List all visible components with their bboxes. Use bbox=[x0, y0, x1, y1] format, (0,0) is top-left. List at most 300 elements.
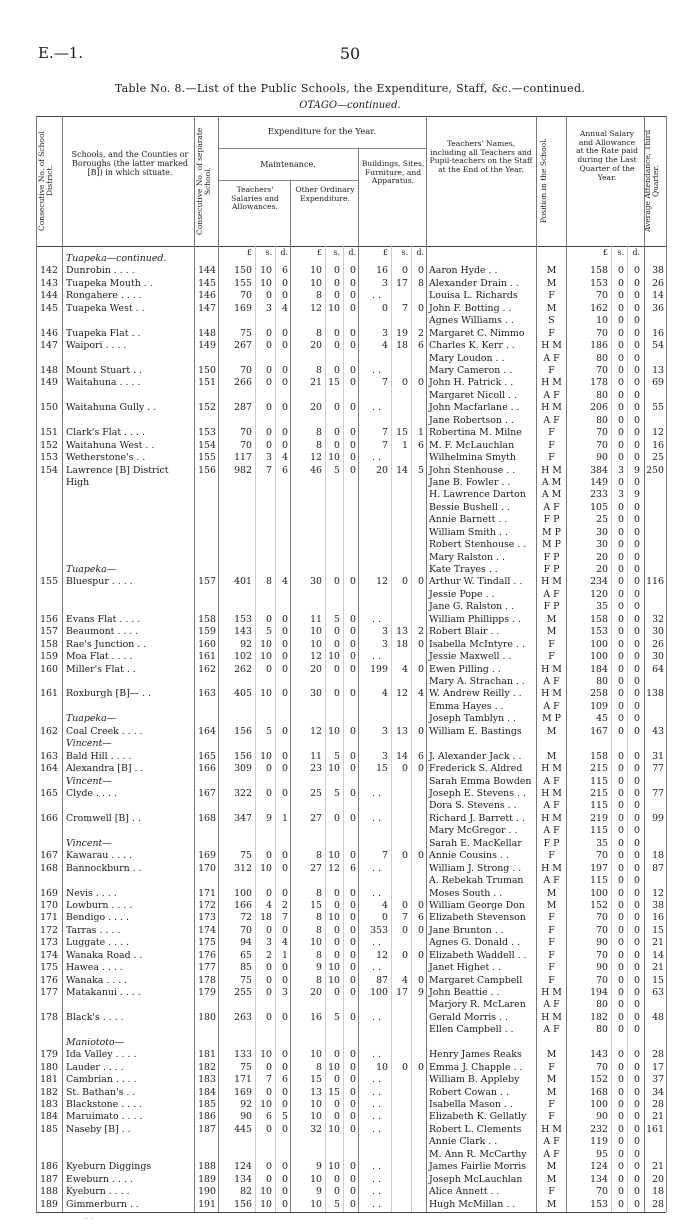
school-number: 168 bbox=[198, 812, 216, 824]
column-rule bbox=[426, 116, 427, 1212]
school-name: Clyde . . . . bbox=[66, 787, 117, 799]
oth-pence: 0 bbox=[350, 364, 356, 376]
sal-shillings: 10 bbox=[260, 1198, 272, 1210]
district-number: 165 bbox=[40, 787, 58, 799]
ann-shillings: 0 bbox=[618, 265, 624, 277]
teacher-position: A F bbox=[543, 676, 560, 687]
district-number: 189 bbox=[40, 1198, 58, 1210]
bld-pounds: 4 bbox=[382, 899, 388, 911]
district-number: 177 bbox=[40, 987, 58, 999]
oth-pence: 0 bbox=[350, 464, 356, 476]
empty-value: . . bbox=[372, 402, 381, 414]
oth-pence: 0 bbox=[350, 651, 356, 663]
lsd-heading: d. bbox=[416, 248, 424, 257]
sal-pounds: 134 bbox=[234, 1173, 252, 1185]
ann-pence: 0 bbox=[634, 1061, 640, 1073]
average-attendance: 18 bbox=[652, 850, 664, 862]
ann-shillings: 0 bbox=[618, 539, 624, 551]
empty-value: . . bbox=[372, 812, 381, 824]
ann-shillings: 0 bbox=[618, 663, 624, 675]
oth-shillings: 0 bbox=[334, 1173, 340, 1185]
bld-pence: 0 bbox=[418, 663, 424, 675]
sal-pounds: 405 bbox=[234, 688, 252, 700]
school-number: 156 bbox=[198, 464, 216, 476]
oth-pence: 0 bbox=[350, 750, 356, 762]
ann-shillings: 0 bbox=[618, 315, 624, 327]
lsd-heading: s. bbox=[333, 248, 340, 257]
oth-pence: 0 bbox=[350, 1074, 356, 1086]
school-number: 172 bbox=[198, 899, 216, 911]
teacher-name: Mary Loudon . . bbox=[429, 352, 505, 364]
ann-shillings: 0 bbox=[618, 476, 624, 488]
ann-shillings: 0 bbox=[618, 912, 624, 924]
sal-pounds: 85 bbox=[240, 962, 252, 974]
sal-pence: 0 bbox=[282, 663, 288, 675]
teacher-name: Mary A. Strachan . . bbox=[429, 676, 525, 687]
teacher-name: Jane B. Fowler . . bbox=[429, 476, 511, 488]
oth-pence: 0 bbox=[350, 1186, 356, 1198]
teacher-name: Isabella Mason . . bbox=[429, 1099, 513, 1111]
oth-pounds: 9 bbox=[316, 1161, 322, 1173]
school-name: Tarras . . . . bbox=[66, 924, 121, 936]
school-name: Rongahere . . . . bbox=[66, 290, 142, 302]
ann-shillings: 0 bbox=[618, 924, 624, 936]
teacher-name: Jane Brunton . . bbox=[429, 924, 504, 936]
ann-pence: 9 bbox=[634, 489, 640, 501]
teacher-position: F bbox=[548, 290, 555, 302]
school-name: Eweburn . . . . bbox=[66, 1173, 133, 1185]
school-name: Naseby [B] . . bbox=[66, 1123, 131, 1135]
sal-pence: 0 bbox=[282, 1186, 288, 1198]
teacher-position: F bbox=[548, 651, 555, 663]
ann-shillings: 0 bbox=[618, 651, 624, 663]
district-number: 153 bbox=[40, 452, 58, 464]
header-position: Position in the School. bbox=[539, 138, 548, 224]
sal-pounds: 287 bbox=[234, 402, 252, 414]
ann-shillings: 0 bbox=[618, 937, 624, 949]
ann-pounds: 115 bbox=[590, 875, 608, 887]
teacher-position: M P bbox=[542, 713, 561, 725]
teacher-name: Wilhelmina Smyth bbox=[429, 452, 516, 464]
sal-shillings: 10 bbox=[260, 688, 272, 700]
ann-shillings: 0 bbox=[618, 389, 624, 401]
oth-shillings: 10 bbox=[328, 1061, 340, 1073]
sal-pounds: 124 bbox=[234, 1161, 252, 1173]
bld-pence: 6 bbox=[418, 439, 424, 451]
ann-pence: 0 bbox=[634, 526, 640, 538]
district-number: 155 bbox=[40, 576, 58, 588]
sal-pounds: 70 bbox=[240, 290, 252, 302]
bld-shillings: 7 bbox=[402, 912, 408, 924]
teacher-position: F bbox=[548, 1099, 555, 1111]
scan-mark: ·· · bbox=[84, 1215, 93, 1223]
oth-shillings: 0 bbox=[334, 364, 340, 376]
ann-shillings: 0 bbox=[618, 999, 624, 1011]
sal-pounds: 401 bbox=[234, 576, 252, 588]
school-name: Tuapeka— bbox=[66, 564, 117, 576]
teacher-name: John F. Botting . . bbox=[429, 302, 512, 314]
sal-pounds: 92 bbox=[240, 638, 252, 650]
oth-pence: 0 bbox=[350, 763, 356, 775]
oth-shillings: 0 bbox=[334, 987, 340, 999]
average-attendance: 64 bbox=[652, 663, 664, 675]
average-attendance: 28 bbox=[652, 1198, 664, 1210]
lsd-heading: £ bbox=[602, 248, 608, 257]
teacher-name: Richard J. Barrett . . bbox=[429, 812, 525, 824]
ann-pence: 0 bbox=[634, 601, 640, 613]
teacher-position: H M bbox=[541, 402, 562, 414]
teacher-name: Annie Clark . . bbox=[429, 1136, 498, 1148]
sal-shillings: 2 bbox=[266, 949, 272, 961]
oth-shillings: 0 bbox=[334, 638, 340, 650]
teacher-name: Dora S. Stevens . . bbox=[429, 800, 517, 812]
teacher-position: M bbox=[546, 1049, 557, 1061]
school-name: Matakanui . . . . bbox=[66, 987, 141, 999]
ann-pence: 0 bbox=[634, 277, 640, 289]
ann-shillings: 0 bbox=[618, 1061, 624, 1073]
school-number: 173 bbox=[198, 912, 216, 924]
oth-pence: 0 bbox=[350, 576, 356, 588]
header-annual: Annual Salary and Allowance at the Rate paid during the Last Quarter of the Year. bbox=[576, 129, 638, 182]
sal-shillings: 9 bbox=[266, 812, 272, 824]
ann-shillings: 0 bbox=[618, 688, 624, 700]
school-number: 147 bbox=[198, 302, 216, 314]
ann-shillings: 0 bbox=[618, 899, 624, 911]
bld-pence: 0 bbox=[418, 1061, 424, 1073]
ann-shillings: 0 bbox=[618, 1111, 624, 1123]
sal-shillings: 0 bbox=[266, 987, 272, 999]
oth-pence: 0 bbox=[350, 937, 356, 949]
oth-pence: 0 bbox=[350, 302, 356, 314]
empty-value: . . bbox=[372, 962, 381, 974]
sal-pounds: 255 bbox=[234, 987, 252, 999]
column-rule bbox=[62, 116, 63, 1212]
teacher-name: Sarah E. MacKellar bbox=[429, 837, 522, 849]
teacher-position: F P bbox=[543, 514, 560, 526]
bld-pence: 1 bbox=[418, 427, 424, 439]
oth-shillings: 10 bbox=[328, 974, 340, 986]
ann-pence: 0 bbox=[634, 427, 640, 439]
oth-pounds: 10 bbox=[310, 277, 322, 289]
teacher-position: A F bbox=[543, 501, 560, 513]
ann-shillings: 0 bbox=[618, 949, 624, 961]
bld-pounds: 199 bbox=[370, 663, 388, 675]
district-number: 163 bbox=[40, 750, 58, 762]
district-number: 152 bbox=[40, 439, 58, 451]
ann-pounds: 45 bbox=[596, 713, 608, 725]
ann-pence: 0 bbox=[634, 1099, 640, 1111]
school-number: 189 bbox=[198, 1173, 216, 1185]
teacher-position: M bbox=[546, 302, 557, 314]
bld-shillings: 18 bbox=[396, 340, 408, 352]
sal-pence: 3 bbox=[282, 987, 288, 999]
oth-pounds: 46 bbox=[310, 464, 322, 476]
bld-pence: 2 bbox=[418, 327, 424, 339]
ann-shillings: 0 bbox=[618, 302, 624, 314]
bld-pounds: 3 bbox=[382, 638, 388, 650]
teacher-name: A. Rebekah Truman bbox=[429, 875, 524, 887]
ann-pounds: 168 bbox=[590, 1086, 608, 1098]
teacher-name: Kate Trayes . . bbox=[429, 564, 498, 576]
sal-pounds: 156 bbox=[234, 750, 252, 762]
ann-pence: 0 bbox=[634, 937, 640, 949]
ann-pounds: 20 bbox=[596, 551, 608, 563]
sal-pence: 0 bbox=[282, 327, 288, 339]
ann-pounds: 109 bbox=[590, 700, 608, 712]
average-attendance: 26 bbox=[652, 277, 664, 289]
sal-shillings: 0 bbox=[266, 924, 272, 936]
school-number: 160 bbox=[198, 638, 216, 650]
ann-pence: 0 bbox=[634, 514, 640, 526]
ann-shillings: 0 bbox=[618, 514, 624, 526]
sal-shillings: 0 bbox=[266, 364, 272, 376]
oth-pence: 0 bbox=[350, 1061, 356, 1073]
oth-shillings: 0 bbox=[334, 290, 340, 302]
sal-shillings: 0 bbox=[266, 340, 272, 352]
header-salaries: Teachers' Salaries and Allowances. bbox=[231, 185, 279, 212]
bld-pounds: 12 bbox=[376, 576, 388, 588]
oth-pounds: 10 bbox=[310, 265, 322, 277]
teacher-position: H M bbox=[541, 787, 562, 799]
school-number: 184 bbox=[198, 1086, 216, 1098]
page-number: 50 bbox=[339, 44, 361, 63]
ann-shillings: 0 bbox=[618, 1074, 624, 1086]
ann-pence: 0 bbox=[634, 787, 640, 799]
ann-pence: 0 bbox=[634, 725, 640, 737]
oth-shillings: 10 bbox=[328, 850, 340, 862]
ann-pounds: 384 bbox=[590, 464, 608, 476]
sal-pounds: 263 bbox=[234, 1011, 252, 1023]
sal-pence: 6 bbox=[282, 464, 288, 476]
school-name: Rae's Junction . . bbox=[66, 638, 147, 650]
oth-pounds: 20 bbox=[310, 402, 322, 414]
sal-pounds: 982 bbox=[234, 464, 252, 476]
oth-pounds: 10 bbox=[310, 1049, 322, 1061]
teacher-position: H M bbox=[541, 812, 562, 824]
teacher-name: Emma Hayes . . bbox=[429, 700, 504, 712]
oth-pence: 0 bbox=[350, 626, 356, 638]
ann-pence: 0 bbox=[634, 638, 640, 650]
sal-pence: 1 bbox=[282, 949, 288, 961]
oth-pounds: 30 bbox=[310, 688, 322, 700]
lsd-heading: s. bbox=[617, 248, 624, 257]
ann-pence: 0 bbox=[634, 1186, 640, 1198]
average-attendance: 16 bbox=[652, 439, 664, 451]
oth-pounds: 32 bbox=[310, 1123, 322, 1135]
sal-pence: 0 bbox=[282, 1198, 288, 1210]
school-number: 155 bbox=[198, 452, 216, 464]
oth-pence: 0 bbox=[350, 688, 356, 700]
oth-pence: 0 bbox=[350, 290, 356, 302]
district-number: 187 bbox=[40, 1173, 58, 1185]
ann-pence: 0 bbox=[634, 501, 640, 513]
average-attendance: 99 bbox=[652, 812, 664, 824]
district-number: 181 bbox=[40, 1074, 58, 1086]
school-name: Vincent— bbox=[66, 837, 112, 849]
bld-pounds: 16 bbox=[376, 265, 388, 277]
teacher-position: H M bbox=[541, 663, 562, 675]
bld-pounds: 7 bbox=[382, 850, 388, 862]
school-name: Luggate . . . . bbox=[66, 937, 130, 949]
ann-shillings: 0 bbox=[618, 601, 624, 613]
ann-shillings: 0 bbox=[618, 576, 624, 588]
header-schools: Schools, and the Counties or Boroughs (the latter marked [B]) in which situate. bbox=[71, 150, 189, 178]
teacher-position: H M bbox=[541, 377, 562, 389]
sal-pounds: 72 bbox=[240, 912, 252, 924]
teacher-position: M P bbox=[542, 539, 561, 551]
bld-shillings: 12 bbox=[396, 688, 408, 700]
teacher-name: Robertina M. Milne bbox=[429, 427, 522, 439]
average-attendance: 38 bbox=[652, 899, 664, 911]
teacher-position: F bbox=[548, 974, 555, 986]
oth-pounds: 10 bbox=[310, 1173, 322, 1185]
teacher-position: A F bbox=[543, 1136, 560, 1148]
empty-value: . . bbox=[372, 1173, 381, 1185]
average-attendance: 17 bbox=[652, 1061, 664, 1073]
district-number: 162 bbox=[40, 725, 58, 737]
teacher-position: H M bbox=[541, 1011, 562, 1023]
school-name: Lawrence [B] District bbox=[66, 464, 169, 476]
ann-pence: 0 bbox=[634, 352, 640, 364]
sal-shillings: 0 bbox=[266, 787, 272, 799]
sal-shillings: 0 bbox=[266, 763, 272, 775]
ann-shillings: 0 bbox=[618, 763, 624, 775]
oth-pence: 0 bbox=[350, 924, 356, 936]
teacher-name: Annie Cousins . . bbox=[429, 850, 509, 862]
ann-pence: 0 bbox=[634, 1148, 640, 1160]
teacher-name: Robert Blair . . bbox=[429, 626, 500, 638]
oth-pence: 0 bbox=[350, 1198, 356, 1210]
bld-pounds: 3 bbox=[382, 277, 388, 289]
teacher-name: Margaret C. Nimmo bbox=[429, 327, 525, 339]
teacher-name: Jessie Pope . . bbox=[429, 588, 495, 600]
bld-shillings: 0 bbox=[402, 850, 408, 862]
school-name: Cromwell [B] . . bbox=[66, 812, 141, 824]
teacher-name: Arthur W. Tindall . . bbox=[429, 576, 523, 588]
school-name: Waitahuna Gully . . bbox=[66, 402, 157, 414]
ann-shillings: 0 bbox=[618, 501, 624, 513]
ann-pounds: 152 bbox=[590, 1074, 608, 1086]
average-attendance: 87 bbox=[652, 862, 664, 874]
page-header-left: E.—1. bbox=[38, 44, 84, 62]
ann-pounds: 90 bbox=[596, 937, 608, 949]
average-attendance: 16 bbox=[652, 912, 664, 924]
ann-pounds: 115 bbox=[590, 825, 608, 837]
sal-pence: 0 bbox=[282, 1173, 288, 1185]
oth-pounds: 23 bbox=[310, 763, 322, 775]
sal-pence: 0 bbox=[282, 850, 288, 862]
teacher-name: Agnes Williams . . bbox=[429, 315, 514, 327]
average-attendance: 14 bbox=[652, 290, 664, 302]
oth-pounds: 8 bbox=[316, 949, 322, 961]
ann-pence: 0 bbox=[634, 899, 640, 911]
oth-pence: 0 bbox=[350, 787, 356, 799]
oth-pounds: 16 bbox=[310, 1011, 322, 1023]
bld-pounds: 87 bbox=[376, 974, 388, 986]
teacher-position: F bbox=[548, 1111, 555, 1123]
ann-pounds: 206 bbox=[590, 402, 608, 414]
bld-shillings: 13 bbox=[396, 725, 408, 737]
average-attendance: 26 bbox=[652, 638, 664, 650]
ann-pounds: 186 bbox=[590, 340, 608, 352]
school-name: Waitahuna . . . . bbox=[66, 377, 141, 389]
sal-pounds: 156 bbox=[234, 1198, 252, 1210]
ann-pounds: 124 bbox=[590, 1161, 608, 1173]
oth-shillings: 0 bbox=[334, 265, 340, 277]
oth-pence: 0 bbox=[350, 613, 356, 625]
sal-shillings: 10 bbox=[260, 638, 272, 650]
ann-pounds: 182 bbox=[590, 1011, 608, 1023]
teacher-name: Robert Stenhouse . . bbox=[429, 539, 527, 551]
sal-pence: 0 bbox=[282, 1011, 288, 1023]
bld-pounds: 12 bbox=[376, 949, 388, 961]
ann-pounds: 153 bbox=[590, 626, 608, 638]
ann-pounds: 153 bbox=[590, 277, 608, 289]
oth-pounds: 25 bbox=[310, 787, 322, 799]
ann-shillings: 0 bbox=[618, 327, 624, 339]
school-number: 150 bbox=[198, 364, 216, 376]
school-name: Lauder . . . . bbox=[66, 1061, 124, 1073]
oth-shillings: 0 bbox=[334, 340, 340, 352]
teacher-position: H M bbox=[541, 688, 562, 700]
school-name: Bald Hill . . . . bbox=[66, 750, 132, 762]
district-number: 170 bbox=[40, 899, 58, 911]
average-attendance: 12 bbox=[652, 427, 664, 439]
ann-pence: 0 bbox=[634, 924, 640, 936]
teacher-name: Alice Annett . . bbox=[429, 1186, 500, 1198]
school-name: Wetherstone's . . bbox=[66, 452, 146, 464]
sal-pence: 0 bbox=[282, 402, 288, 414]
sal-shillings: 0 bbox=[266, 290, 272, 302]
sal-shillings: 0 bbox=[266, 974, 272, 986]
school-number: 176 bbox=[198, 949, 216, 961]
sal-shillings: 10 bbox=[260, 862, 272, 874]
bld-shillings: 4 bbox=[402, 974, 408, 986]
school-name: Kawarau . . . . bbox=[66, 850, 133, 862]
sal-pounds: 309 bbox=[234, 763, 252, 775]
ann-shillings: 0 bbox=[618, 626, 624, 638]
school-number: 162 bbox=[198, 663, 216, 675]
sal-pounds: 156 bbox=[234, 725, 252, 737]
school-name: Hawea . . . . bbox=[66, 962, 123, 974]
table-subtitle: OTAGO—continued. bbox=[299, 100, 401, 111]
oth-pounds: 27 bbox=[310, 862, 322, 874]
ann-pence: 0 bbox=[634, 476, 640, 488]
sal-shillings: 0 bbox=[266, 613, 272, 625]
teacher-name: Robert L. Clements bbox=[429, 1123, 522, 1135]
teacher-position: A F bbox=[543, 588, 560, 600]
bld-shillings: 1 bbox=[402, 439, 408, 451]
ann-pence: 0 bbox=[634, 626, 640, 638]
header-expenditure: Expenditure for the Year. bbox=[267, 127, 377, 137]
ann-shillings: 0 bbox=[618, 1173, 624, 1185]
ann-pence: 0 bbox=[634, 700, 640, 712]
bld-shillings: 0 bbox=[402, 949, 408, 961]
bld-shillings: 19 bbox=[396, 327, 408, 339]
average-attendance: 15 bbox=[652, 924, 664, 936]
teacher-position: F bbox=[548, 912, 555, 924]
school-number: 151 bbox=[198, 377, 216, 389]
teacher-name: Elizabeth K. Gellatly bbox=[429, 1111, 527, 1123]
ann-pence: 0 bbox=[634, 576, 640, 588]
sal-shillings: 0 bbox=[266, 1061, 272, 1073]
empty-value: . . bbox=[372, 1086, 381, 1098]
school-name: Lowburn . . . . bbox=[66, 899, 133, 911]
teacher-name: Isabella McIntyre . . bbox=[429, 638, 525, 650]
bld-shillings: 0 bbox=[402, 1061, 408, 1073]
ann-pounds: 70 bbox=[596, 1061, 608, 1073]
school-name: Blackstone . . . . bbox=[66, 1099, 143, 1111]
